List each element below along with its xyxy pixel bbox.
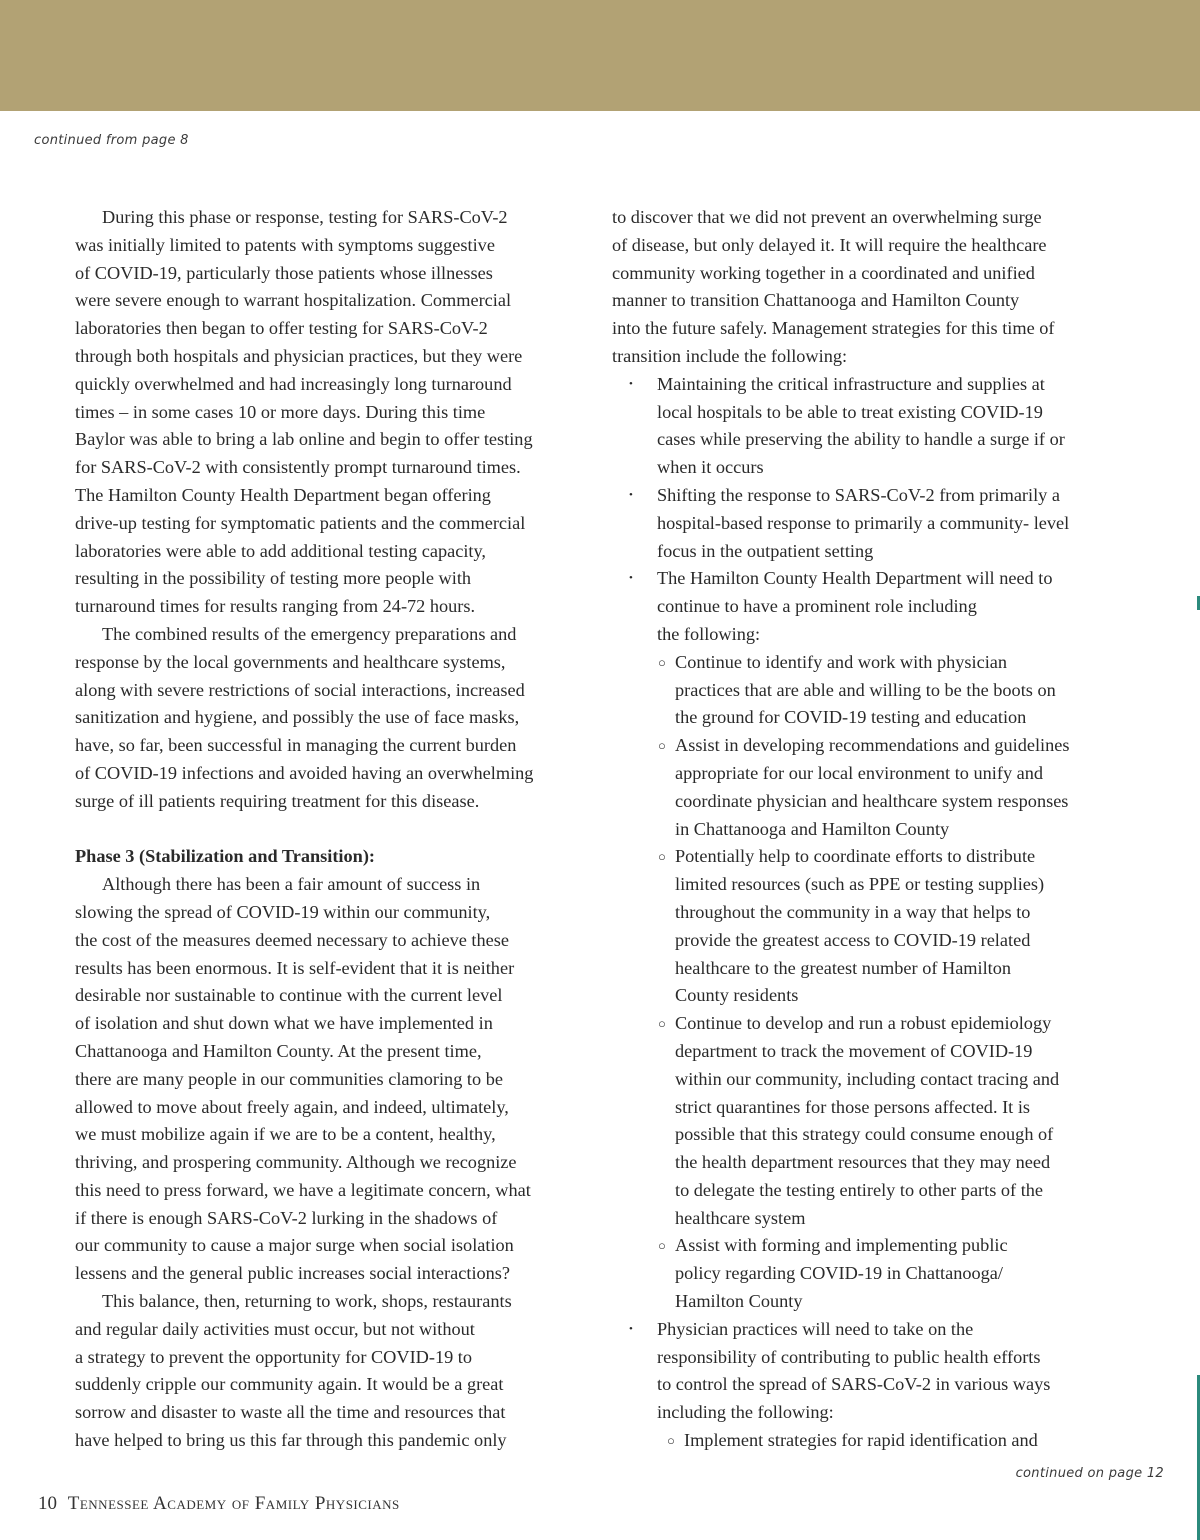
text-line: coordinate physician and healthcare system responses bbox=[675, 790, 1069, 811]
text-line: drive-up testing for symptomatic patients and the commercial bbox=[75, 512, 526, 533]
paragraph bbox=[612, 204, 1130, 371]
text-line: including the following: bbox=[657, 1402, 834, 1423]
text-line: hospital-based response to primarily a community- level bbox=[657, 512, 1070, 533]
bullet-item bbox=[612, 565, 1130, 648]
text-line: the cost of the measures deemed necessary to achieve these bbox=[75, 929, 509, 950]
text-line: the health department resources that they may need bbox=[675, 1152, 1051, 1173]
text-line: along with severe restrictions of social interactions, increased bbox=[75, 679, 525, 700]
page-number: 10 bbox=[38, 1493, 57, 1514]
text-line: healthcare to the greatest number of Hamilton bbox=[675, 957, 1012, 978]
bullet-marker-icon: • bbox=[629, 572, 633, 585]
text-line: Implement strategies for rapid identification and bbox=[684, 1430, 1038, 1451]
text-line: if there is enough SARS-CoV-2 lurking in the shadows of bbox=[75, 1207, 498, 1228]
text-line: our community to cause a major surge when social isolation bbox=[75, 1235, 514, 1256]
text-line: to discover that we did not prevent an overwhelming surge bbox=[612, 207, 1042, 227]
publication-name: Tennessee Academy of Family Physicians bbox=[67, 1493, 400, 1514]
text-line: response by the local governments and healthcare systems, bbox=[75, 651, 506, 672]
circle-marker-icon: ○ bbox=[667, 1433, 675, 1449]
text-line: Continue to identify and work with physician bbox=[675, 651, 1008, 672]
text-line: community working together in a coordinated and unified bbox=[612, 262, 1035, 283]
text-line: Assist in developing recommendations and guidelines bbox=[675, 735, 1070, 756]
text-line: Hamilton County bbox=[675, 1291, 803, 1312]
text-line: responsibility of contributing to public health efforts bbox=[657, 1346, 1041, 1367]
paragraph bbox=[75, 871, 593, 1288]
text-line: continue to have a prominent role including bbox=[657, 596, 977, 617]
text-line: possible that this strategy could consume enough of bbox=[675, 1124, 1054, 1145]
text-line: surge of ill patients requiring treatment for this disease. bbox=[75, 790, 480, 811]
text-line: sanitization and hygiene, and possibly the use of face masks, bbox=[75, 707, 520, 728]
text-line: results has been enormous. It is self-evident that it is neither bbox=[75, 957, 515, 978]
text-line: the following: bbox=[657, 623, 761, 644]
text-line: cases while preserving the ability to handle a surge if or bbox=[657, 429, 1065, 450]
text-line: of isolation and shut down what we have implemented in bbox=[75, 1013, 493, 1034]
paragraph bbox=[75, 621, 593, 816]
text-line: have, so far, been successful in managing the current burden bbox=[75, 735, 517, 756]
text-line: have helped to bring us this far through this pandemic only bbox=[75, 1430, 507, 1451]
circle-marker-icon: ○ bbox=[658, 1238, 666, 1254]
text-line: Potentially help to coordinate efforts to distribute bbox=[675, 846, 1036, 867]
text-line: local hospitals to be able to treat existing COVID-19 bbox=[657, 401, 1043, 422]
text-line: strict quarantines for those persons affected. It is bbox=[675, 1096, 1031, 1117]
text-line: Maintaining the critical infrastructure and supplies at bbox=[657, 373, 1045, 394]
text-line: focus in the outpatient setting bbox=[657, 540, 874, 561]
sub-bullet-item bbox=[612, 1010, 1130, 1232]
section-heading bbox=[75, 843, 593, 871]
text-line: resulting in the possibility of testing more people with bbox=[75, 568, 472, 589]
text-line: sorrow and disaster to waste all the time and resources that bbox=[75, 1402, 506, 1423]
text-line: this need to press forward, we have a legitimate concern, what bbox=[75, 1179, 531, 1200]
text-line: the ground for COVID-19 testing and education bbox=[675, 707, 1027, 728]
text-line: Although there has been a fair amount of success in bbox=[102, 874, 481, 895]
text-line: practices that are able and willing to be the boots on bbox=[675, 679, 1056, 700]
bullet-marker-icon: • bbox=[629, 377, 633, 390]
page-footer bbox=[38, 1493, 400, 1515]
bullet-marker-icon: • bbox=[629, 1322, 633, 1335]
text-line: into the future safely. Management strategies for this time of bbox=[612, 318, 1055, 339]
text-line: provide the greatest access to COVID-19 related bbox=[675, 929, 1031, 950]
text-line: slowing the spread of COVID-19 within our community, bbox=[75, 901, 491, 922]
text-line: appropriate for our local environment to unify and bbox=[675, 762, 1044, 783]
text-line: The Hamilton County Health Department began offering bbox=[75, 484, 491, 505]
continued-from-note: continued from page 8 bbox=[34, 133, 189, 148]
text-line: This balance, then, returning to work, shops, restaurants bbox=[102, 1291, 512, 1312]
text-line: of COVID-19, particularly those patients whose illnesses bbox=[75, 262, 493, 283]
bullet-item bbox=[612, 482, 1130, 565]
text-line: County residents bbox=[675, 985, 799, 1006]
header-band bbox=[0, 0, 1200, 111]
text-line: allowed to move about freely again, and indeed, ultimately, bbox=[75, 1096, 509, 1117]
text-line: there are many people in our communities clamoring to be bbox=[75, 1068, 503, 1089]
text-line: within our community, including contact tracing and bbox=[675, 1068, 1060, 1089]
text-line: Baylor was able to bring a lab online and begin to offer testing bbox=[75, 429, 533, 450]
circle-marker-icon: ○ bbox=[658, 738, 666, 754]
text-line: manner to transition Chattanooga and Hamilton County bbox=[612, 290, 1020, 311]
text-line: quickly overwhelmed and had increasingly long turnaround bbox=[75, 373, 512, 394]
text-line: The combined results of the emergency preparations and bbox=[102, 623, 517, 644]
circle-marker-icon: ○ bbox=[658, 849, 666, 865]
bullet-item bbox=[612, 371, 1130, 482]
text-line: Chattanooga and Hamilton County. At the present time, bbox=[75, 1040, 482, 1061]
text-line: were severe enough to warrant hospitalization. Commercial bbox=[75, 290, 512, 311]
right-column bbox=[612, 204, 1130, 1455]
left-column bbox=[75, 204, 593, 1455]
text-line: was initially limited to patents with symptoms suggestive bbox=[75, 234, 495, 255]
text-line: Assist with forming and implementing public bbox=[675, 1235, 1008, 1256]
text-line: Continue to develop and run a robust epidemiology bbox=[675, 1013, 1052, 1034]
sub-bullet-item bbox=[612, 1232, 1130, 1315]
text-line: for SARS-CoV-2 with consistently prompt turnaround times. bbox=[75, 457, 521, 478]
paragraph bbox=[75, 204, 593, 621]
text-line: to control the spread of SARS-CoV-2 in various ways bbox=[657, 1374, 1051, 1395]
text-line: healthcare system bbox=[675, 1207, 806, 1228]
text-line: to delegate the testing entirely to other parts of the bbox=[675, 1179, 1044, 1200]
text-line: The Hamilton County Health Department will need to bbox=[657, 568, 1053, 589]
text-line: Physician practices will need to take on the bbox=[657, 1318, 974, 1339]
text-line: desirable nor sustainable to continue with the current level bbox=[75, 985, 503, 1006]
bullet-item bbox=[612, 1316, 1130, 1427]
text-line: laboratories were able to add additional testing capacity, bbox=[75, 540, 486, 561]
text-line: of COVID-19 infections and avoided having an overwhelming bbox=[75, 762, 534, 783]
text-line: times – in some cases 10 or more days. During this time bbox=[75, 401, 486, 422]
text-line: a strategy to prevent the opportunity for COVID-19 to bbox=[75, 1346, 473, 1367]
text-line: limited resources (such as PPE or testing supplies) bbox=[675, 874, 1045, 895]
text-line: we must mobilize again if we are to be a content, healthy, bbox=[75, 1124, 496, 1145]
text-line: through both hospitals and physician practices, but they were bbox=[75, 345, 523, 366]
circle-marker-icon: ○ bbox=[658, 654, 666, 670]
sub-bullet-item bbox=[612, 1427, 1130, 1455]
text-line: Shifting the response to SARS-CoV-2 from primarily a bbox=[657, 484, 1061, 505]
circle-marker-icon: ○ bbox=[658, 1016, 666, 1032]
sub-bullet-item bbox=[612, 649, 1130, 732]
sub-bullet-item bbox=[612, 843, 1130, 1010]
text-line: throughout the community in a way that helps to bbox=[675, 901, 1031, 922]
text-line: transition include the following: bbox=[612, 345, 848, 366]
text-line: in Chattanooga and Hamilton County bbox=[675, 818, 950, 839]
text-line: lessens and the general public increases social interactions? bbox=[75, 1263, 511, 1284]
text-line: laboratories then began to offer testing for SARS-CoV-2 bbox=[75, 318, 488, 339]
text-line: During this phase or response, testing for SARS-CoV-2 bbox=[102, 207, 508, 227]
text-line: policy regarding COVID-19 in Chattanooga/ bbox=[675, 1263, 1003, 1284]
continued-on-note: continued on page 12 bbox=[1015, 1466, 1164, 1481]
text-line: Phase 3 (Stabilization and Transition): bbox=[75, 846, 375, 867]
text-line: turnaround times for results ranging from 24-72 hours. bbox=[75, 596, 476, 617]
paragraph bbox=[75, 1288, 593, 1455]
text-line: department to track the movement of COVID-19 bbox=[675, 1040, 1033, 1061]
sub-bullet-item bbox=[612, 732, 1130, 843]
text-line: of disease, but only delayed it. It will require the healthcare bbox=[612, 234, 1047, 255]
text-line: when it occurs bbox=[657, 457, 764, 478]
paragraph-gap bbox=[75, 816, 593, 844]
bullet-marker-icon: • bbox=[629, 488, 633, 501]
text-line: thriving, and prospering community. Although we recognize bbox=[75, 1152, 517, 1173]
text-line: suddenly cripple our community again. It would be a great bbox=[75, 1374, 504, 1395]
text-line: and regular daily activities must occur, but not without bbox=[75, 1318, 475, 1339]
